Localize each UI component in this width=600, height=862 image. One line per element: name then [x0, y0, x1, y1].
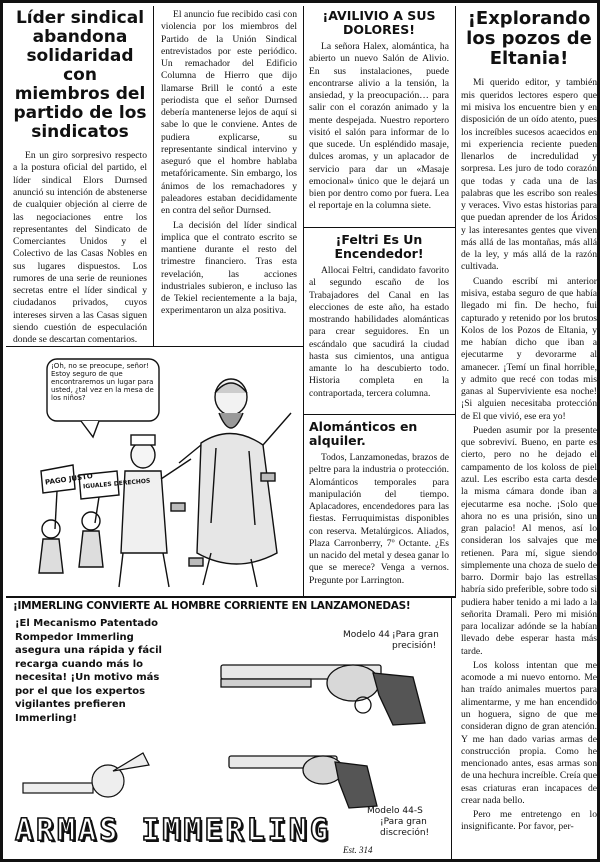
article-paragraph: Pero me entretengo en lo insignificante. Por favor, per- [461, 809, 597, 833]
ad-headline: ¡IMMERLING CONVIERTE AL HOMBRE CORRIENTE EN LANZAMONEDAS! [13, 600, 411, 612]
section-rule [303, 227, 455, 228]
article-paragraph: Pueden asumir por la presente que sobreviví. Bueno, en parte es cierto, pero no he dejado el campamento de los koloss de piel azul. Les escribo esta carta desde la misma cámara donde iban a ejecutarme esa noche. ¡Solo que ahora no es una prisión, sino un gran palacio! Al menos, así lo consideran los salvajes que me retienen. Para mí, sigue siendo simplemente una choza de suelo de barro. Dormir bajo las estrellas habría sido preferible, sobre todo si pudiera haber tenido a mi lado a la señorita Dramali. Pero mi misión para localizar adónde se la habían llevado debe esperar hasta más tarde. [461, 424, 597, 657]
model-44-tagline: ¡Para gran precisión! [392, 630, 439, 652]
headline: Alománticos en alquiler. [309, 420, 418, 448]
section-rule [303, 414, 455, 415]
section-rule [6, 346, 303, 347]
political-cartoon [11, 353, 299, 591]
established-year: Est. 314 [343, 845, 373, 855]
column-rule [451, 596, 452, 862]
revolver-model-44s [223, 738, 383, 810]
reload-mechanism-illustration [13, 743, 153, 813]
brand-logo-armas-immerling: ARMAS IMMERLING [15, 813, 331, 848]
column-rule [153, 6, 154, 346]
article-paragraph: Los koloss intentan que me acomode a mi nuevo entorno. Me han traído animales muertos para alimentarme, y me han encendido un hoguera, signo de que me consideran digno de gran atención. Y me han dado varias armas de construcción propia. Como he mencionado antes, esas armas son de una hechura increíble. Creía que esas criaturas eran incapaces de crear nada bello. [461, 659, 597, 806]
article-paragraph: En un giro sorpresivo respecto a la postura oficial del partido, el líder sindical Elors Durnsed anunció su intención de abstenerse de cualquier objeción al cierre de las negociaciones entre los representantes del Sindicato de Comerciantes Unidos y el Colectivo de las Casas Nobles en sus lugares dispuestos. Los rumores de una serie de reuniones secretas entre el líder sindical y ciudadanos privados, cuyos intereses sirven a las Casas siguen siendo cuestión de especulación donde se descartan comentarios. [13, 150, 147, 345]
article-paragraph: Allocai Feltri, candidato favorito al segundo escaño de los Trabajadores del Canal en las elecciones de este año, ha estado mostrando habilidades alománticas para crear seguidores. En un escándalo que sacudirá la ciudad hasta sus cimientos, una antigua amante lo ha descubierto todo. Historia completa en la contraportada, tercera columna. [309, 265, 449, 399]
model-44s-tagline: ¡Para gran discreción! [380, 817, 430, 839]
article-paragraph: El anuncio fue recibido casi con violencia por los miembros del Partido de la Unión Sindical entrevistados por este periódico. Un remachador del Edificio Columna de Hierro que dijo llamarse Brill le contó a este periodista que el señor Durnsed debería mantenerse lejos de aquí si sabe lo que le conviene. Antes de pudiera explicarse, su representante sindical intervino y aseguró que el hombre hablaba metafóricamente. Sin embargo, los ánimos de los remachadores y paleadores estaban decididamente en contra del señor Durnsed. [161, 9, 297, 217]
headline: ¡Feltri Es Un Encendedor! [334, 233, 424, 261]
article-paragraph: La decisión del líder sindical implica que el contrato escrito se mantiene durante el resto del trimestre financiero. Tras esta revelación, las acciones industriales subieron, e incluso las de Tekiel recientemente a la baja, experimentaron un alza positiva. [161, 219, 297, 317]
article-union-leader [13, 9, 147, 345]
article-allomancers-for-hire [309, 420, 449, 594]
article-eltania-pits [461, 9, 597, 861]
model-44s-name: Modelo 44-S [367, 806, 423, 816]
article-paragraph: La señora Halex, alomántica, ha abierto un nuevo Salón de Alivio. En sus instalaciones, puede encontrarse alivio a la tensión, la ansiedad, y la preocupación… para salir con el corazón animado y la mente despejada. Nuestro reportero visitó el salón para informar de lo que sucede. Un espléndido masaje, dulces aromas, y un aplacador de servicio para dar un «Masaje emocional» único que le dejará un bien por dentro como por fuera. Lea el reportaje en la columna siete. [309, 41, 449, 212]
article-paragraph: Todos, Lanzamonedas, brazos de peltre para la industria o protección. Alománticos temporales para manipulación del tiempo. Aplacadores, encendedores para las fiestas. Ferruquimistas disponibles con reserva. Metalúrgicos. Aliados, Plaza Carronberry, 7º Octante. ¿Es un nacido del metal y desea ganar lo que se merece? Venga a vernos. Pregunte por Larrington. [309, 452, 449, 586]
speech-bubble-text: ¡Oh, no se preocupe, señor! Estoy seguro de que encontraremos un lugar para usted, ¿tal vez en la mesa de los niños? [51, 362, 154, 402]
column-rule [455, 6, 456, 596]
ad-copy: ¡El Mecanismo Patentado Rompedor Immerling asegura una rápida y fácil recarga cuando más lo necesita! ¡Un motivo más por el que los expertos vigilantes prefieren Immerling! [15, 618, 162, 724]
section-rule [6, 596, 456, 598]
article-paragraph: Cuando escribí mi anterior misiva, estaba seguro de que había llegado mi fin. De hecho, fui capturado y retenido por los brutos Kolos de los Pozos de Eltania, y me habían dicho que iban a ejecutarme y devorarme al amanecer. ¡Temí un final horrible, y admito que recé con todas mis ganas al Superviviente esa noche! ¡Si alguien necesitaba protección de El que vivió, ese era yo! [461, 275, 597, 422]
headline: ¡Explorando los pozos de Eltania! [466, 9, 592, 70]
headline: Líder sindical abandona solidaridad con miembros del partido de los sindicatos [13, 9, 147, 143]
column-rule [303, 6, 304, 596]
model-44-name: Modelo 44 [343, 630, 390, 640]
sign-fair-pay: PAGO JUSTO [44, 472, 94, 487]
article-union-leader-continued [161, 9, 297, 345]
revolver-model-44 [203, 643, 433, 728]
headline: ¡AVILIVIO A SUS DOLORES! [322, 9, 436, 37]
article-feltri [309, 233, 449, 411]
sign-equal-rights: IGUALES DERECHOS [82, 477, 151, 491]
article-relief-salon [309, 9, 449, 225]
article-paragraph: Mi querido editor, y también mis queridos lectores espero que mi misiva los encuentre bien y en disposición de un oído atento, pues los increíbles sucesos acaecidos en mi experiencia reciente pueden llenarlos de incredulidad y sorpresa. Les juro de todo corazón que todas y cada una de las palabras que les escribo son reales y veraces. Vivo estas historias para que puedan aprender de los Áridos y las interesantes gentes que viven más allá de las montañas, más allá de la ley, y más allá de la razón cultivada. [461, 77, 597, 273]
